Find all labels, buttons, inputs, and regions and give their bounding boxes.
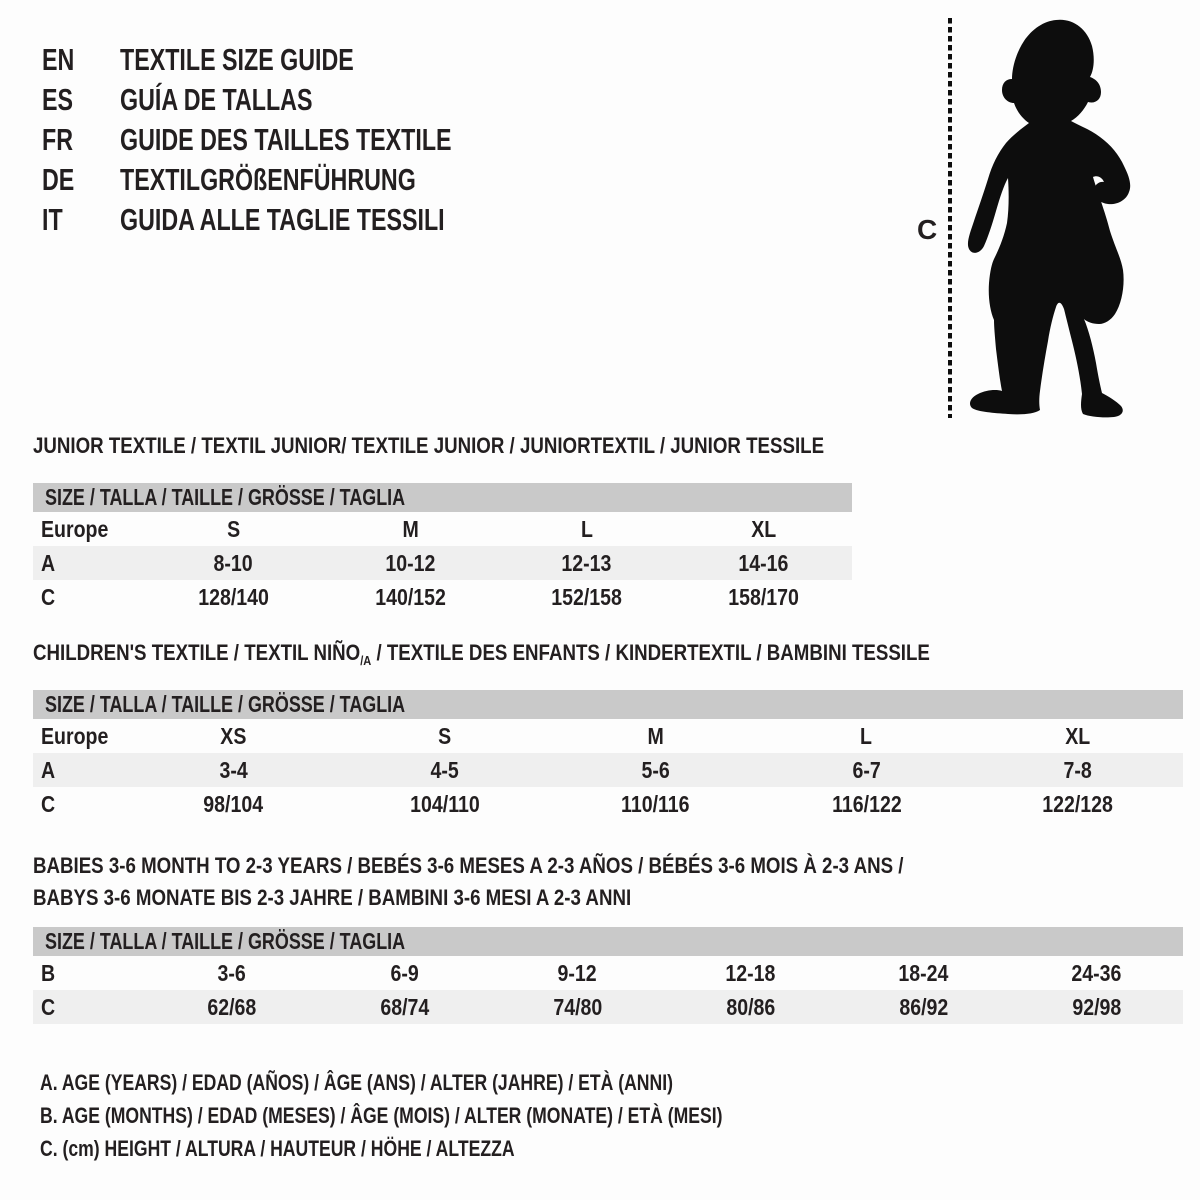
size-cell: 86/92 [899,993,948,1020]
language-row [42,200,562,240]
table-row [33,546,852,580]
row-label: C [41,583,56,610]
height-measure-line [947,16,953,418]
size-cell: 98/104 [203,790,264,817]
size-cell: 4-5 [430,756,459,783]
language-row [42,160,562,200]
size-cell: 8-10 [213,549,253,576]
row-label: B [41,959,56,986]
size-cell: 128/140 [198,583,269,610]
toddler-silhouette [956,12,1146,422]
row-label: C [41,790,56,817]
row-label: A [41,756,56,783]
language-code: DE [42,162,75,197]
junior-section-title-text: JUNIOR TEXTILE / TEXTIL JUNIOR/ TEXTILE JUNIOR / JUNIORTEXTIL / JUNIOR TESSILE [33,433,825,458]
children-section-title-text [33,641,930,673]
size-cell: 12-18 [725,959,776,986]
legend-text-c: C. (cm) HEIGHT / ALTURA / HAUTEUR / HÖHE / ALTEZZA [40,1135,515,1161]
size-cell: 80/86 [726,993,775,1020]
table-row [33,990,1183,1024]
size-header-text: SIZE / TALLA / TAILLE / GRÖSSE / TAGLIA [45,928,406,954]
legend-line-c [40,1132,893,1165]
language-row [42,40,562,80]
size-cell: L [580,515,593,542]
language-code: ES [42,82,74,117]
children-title-sub: /A [360,653,372,668]
size-cell: XS [220,722,247,749]
children-section-title [33,641,1088,673]
size-cell: 92/98 [1072,993,1121,1020]
row-label: Europe [41,515,109,542]
table-row [33,580,852,614]
junior-size-table [33,483,852,614]
size-cell: 74/80 [553,993,602,1020]
table-row [33,753,1183,787]
size-cell: 62/68 [207,993,256,1020]
guide-title-en: TEXTILE SIZE GUIDE [120,42,354,77]
children-size-table [33,690,1183,821]
guide-title-es: GUÍA DE TALLAS [120,82,313,117]
size-header-text: SIZE / TALLA / TAILLE / GRÖSSE / TAGLIA [45,484,406,510]
language-code: IT [42,202,63,237]
size-cell: 18-24 [898,959,949,986]
size-cell: 12-13 [561,549,612,576]
table-row [33,956,1183,990]
row-label: A [41,549,56,576]
language-row [42,80,562,120]
size-cell: 3-4 [219,756,248,783]
size-cell: 122/128 [1042,790,1113,817]
size-cell: 5-6 [641,756,670,783]
size-cell: 24-36 [1071,959,1122,986]
size-cell: 10-12 [385,549,436,576]
legend-line-a [40,1066,893,1099]
guide-title-fr: GUIDE DES TAILLES TEXTILE [120,122,452,157]
row-label: Europe [41,722,109,749]
size-cell: 6-7 [852,756,881,783]
size-cell: M [647,722,664,749]
size-cell: S [437,722,452,749]
size-cell: 116/122 [831,790,902,817]
size-cell: 152/158 [551,583,623,610]
babies-title-line2: BABYS 3-6 MONATE BIS 2-3 JAHRE / BAMBINI 3-6 MESI A 2-3 ANNI [33,885,632,910]
table-row [33,719,1183,753]
children-title-post: / TEXTILE DES ENFANTS / KINDERTEXTIL / BAMBINI TESSILE [371,640,930,665]
size-cell: 158/170 [728,583,799,610]
size-header-bar [33,483,852,512]
size-cell: XL [751,515,777,542]
table-row [33,787,1183,821]
language-row [42,120,562,160]
babies-section-title [33,850,1057,914]
size-cell: 14-16 [738,549,789,576]
size-cell: 68/74 [380,993,429,1020]
guide-title-de: TEXTILGRÖßENFÜHRUNG [120,162,416,197]
size-header-text: SIZE / TALLA / TAILLE / GRÖSSE / TAGLIA [45,691,406,717]
size-cell: 6-9 [390,959,419,986]
size-cell: 104/110 [409,790,480,817]
measure-legend [40,1066,893,1165]
language-code: FR [42,122,73,157]
size-header-bar [33,690,1183,719]
size-cell: S [226,515,240,542]
language-code: EN [42,42,75,77]
size-cell: 140/152 [374,583,446,610]
size-cell: 110/116 [621,790,690,817]
size-header-bar [33,927,1183,956]
size-cell: L [860,722,873,749]
children-title-pre: CHILDREN'S TEXTILE / TEXTIL NIÑO [33,640,361,665]
babies-size-table [33,927,1183,1024]
legend-text-a: A. AGE (YEARS) / EDAD (AÑOS) / ÂGE (ANS) / ALTER (JAHRE) / ETÀ (ANNI) [40,1069,673,1095]
table-row [33,512,852,546]
size-cell: 7-8 [1063,756,1092,783]
size-cell: M [401,515,419,542]
size-cell: 3-6 [217,959,246,986]
guide-title-it: GUIDA ALLE TAGLIE TESSILI [120,202,445,237]
babies-title-line1: BABIES 3-6 MONTH TO 2-3 YEARS / BEBÉS 3-6 MESES A 2-3 AÑOS / BÉBÉS 3-6 MOIS À 2-3 ANS / [33,853,904,878]
row-label: C [41,993,56,1020]
size-cell: XL [1065,722,1090,749]
junior-section-title [33,434,964,458]
language-heading-list [42,40,562,240]
measure-label-c: C [917,214,938,245]
size-cell: 9-12 [557,959,598,986]
legend-text-b: B. AGE (MONTHS) / EDAD (MESES) / ÂGE (MOIS) / ALTER (MONATE) / ETÀ (MESI) [40,1102,723,1128]
legend-line-b [40,1099,893,1132]
